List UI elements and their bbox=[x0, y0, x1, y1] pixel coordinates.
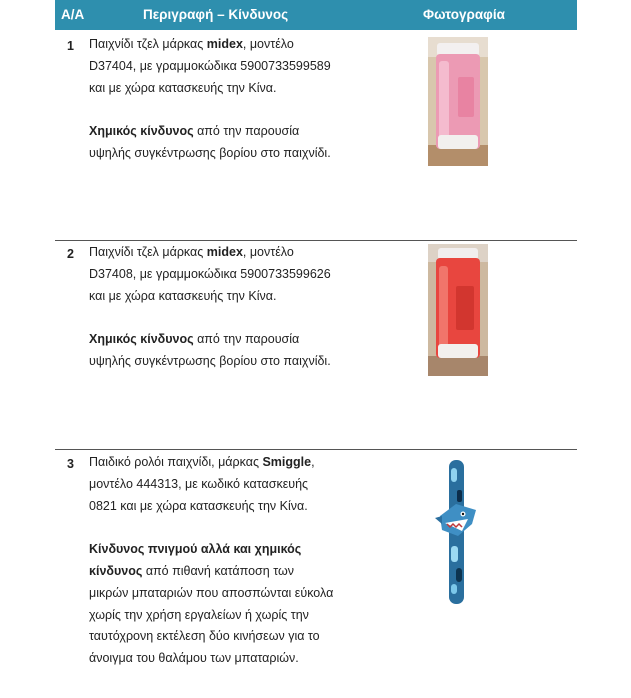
header-description: Περιγραφή – Κίνδυνος bbox=[143, 7, 289, 22]
risk-description: Χημικός κίνδυνος από την παρουσία υψηλής συγκέντρωσης βορίου στο παιχνίδι. bbox=[89, 332, 331, 368]
row-number: 2 bbox=[67, 247, 74, 261]
product-description: Παιδικό ρολόι παιχνίδι, μάρκας Smiggle, μοντέλο 444313, με κωδικό κατασκευής 0821 και με χώρα κατασκευής την Κίνα. bbox=[89, 455, 315, 513]
brand-name: Smiggle bbox=[262, 455, 312, 469]
product-description: Παιχνίδι τζελ μάρκας midex, μοντέλο D37404, με γραμμοκώδικα 5900733599589 και με χώρα κατασκευής την Κίνα. bbox=[89, 37, 331, 95]
row-description bbox=[89, 242, 334, 373]
pink-gel-jar-photo bbox=[428, 37, 488, 166]
row-divider bbox=[55, 240, 577, 241]
row-divider bbox=[55, 449, 577, 450]
row-number: 1 bbox=[67, 39, 74, 53]
product-description: Παιχνίδι τζελ μάρκας midex, μοντέλο D37408, με γραμμοκώδικα 5900733599626 και με χώρα κατασκευής την Κίνα. bbox=[89, 245, 331, 303]
risk-label: Κίνδυνος πνιγμού αλλά και χημικός κίνδυνος bbox=[89, 542, 302, 578]
row-number: 3 bbox=[67, 457, 74, 471]
header-aa: Α/Α bbox=[61, 7, 85, 22]
risk-description: Κίνδυνος πνιγμού αλλά και χημικός κίνδυνος από πιθανή κατάποση των μικρών μπαταριών που αποσπώνται εύκολα χωρίς την χρήση εργαλείων ή χωρίς την ταυτόχρονη εκτέλεση δύο κινήσεων για το άνοιγμα του θαλάμου των μπαταριών. bbox=[89, 542, 334, 666]
risk-label: Χημικός κίνδυνος bbox=[89, 124, 194, 139]
risk-description: Χημικός κίνδυνος από την παρουσία υψηλής συγκέντρωσης βορίου στο παιχνίδι. bbox=[89, 124, 331, 160]
row-description bbox=[89, 34, 334, 165]
red-gel-jar-photo bbox=[428, 244, 488, 376]
shark-slap-watch-photo bbox=[432, 458, 482, 606]
row-description bbox=[89, 452, 334, 670]
brand-name: midex bbox=[206, 245, 243, 259]
table-header bbox=[55, 0, 577, 30]
header-photo: Φωτογραφία bbox=[423, 7, 505, 22]
risk-label: Χημικός κίνδυνος bbox=[89, 332, 194, 347]
brand-name: midex bbox=[206, 37, 243, 51]
